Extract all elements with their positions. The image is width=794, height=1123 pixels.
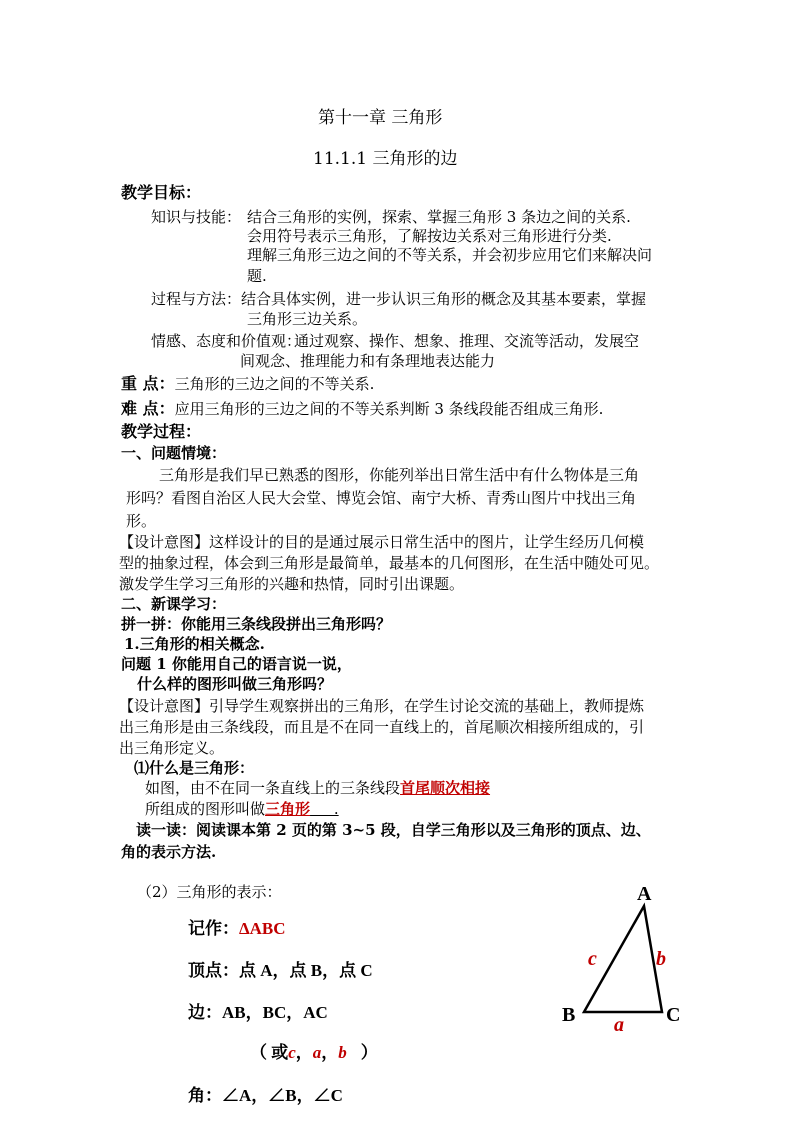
alt-sep-2: ， bbox=[321, 1043, 339, 1062]
concept-heading: 1.三角形的相关概念. bbox=[124, 635, 265, 653]
record-line bbox=[188, 918, 286, 940]
emotion-line-2: 间观念、推理能力和有条理地表达能力 bbox=[240, 352, 496, 370]
alt-side-names bbox=[250, 1042, 378, 1064]
key-point-label: 重 点： bbox=[121, 374, 175, 393]
read-line-2: 角的表示方法. bbox=[121, 843, 217, 861]
part1-line-2: 形吗？看图自治区人民大会堂、博览会馆、南宁大桥、青秀山图片中找出三角 bbox=[126, 489, 637, 507]
angle-line: 角：∠A，∠B，∠C bbox=[188, 1086, 343, 1105]
what-is-triangle: ⑴什么是三角形： bbox=[134, 759, 255, 777]
emotion-line-1: 通过观察、操作、想象、推理、交流等活动，发展空 bbox=[294, 332, 640, 350]
key-point bbox=[121, 374, 374, 394]
design2-line-2: 出三角形是由三条线段，而且是不在同一直线上的，首尾顺次相接所组成的，引 bbox=[119, 718, 645, 736]
part2-heading: 二、新课学习： bbox=[121, 595, 227, 613]
section-title: 11.1.1 三角形的边 bbox=[313, 149, 458, 169]
definition-key-term: 三角形 bbox=[265, 800, 311, 818]
alt-side-c: c bbox=[288, 1043, 296, 1062]
alt-side-b: b bbox=[338, 1043, 347, 1062]
part1-line-1: 三角形是我们早已熟悉的图形，你能列举出日常生活中有什么物体是三角 bbox=[159, 466, 640, 484]
knowledge-line-4: 题. bbox=[247, 267, 267, 285]
alt-side-a: a bbox=[312, 1043, 322, 1062]
alt-close: ） bbox=[360, 1043, 378, 1062]
side-a-label: a bbox=[614, 1014, 624, 1036]
record-label: 记作： bbox=[188, 919, 239, 938]
emotion-label: 情感、态度和价值观： bbox=[151, 332, 302, 350]
definition2-prefix: 所组成的图形叫做 bbox=[145, 800, 266, 818]
definition2-suffix: . bbox=[310, 800, 339, 818]
knowledge-line-3: 理解三角形三边之间的不等关系，并会初步应用它们来解决问 bbox=[247, 246, 653, 264]
read-line-1: 读一读：阅读课本第 2 页的第 3~5 段，自学三角形以及三角形的顶点、边、 bbox=[136, 821, 651, 839]
design1-line-1: 【设计意图】这样设计的目的是通过展示日常生活中的图片，让学生经历几何模 bbox=[119, 533, 645, 551]
process-heading: 教学过程： bbox=[121, 422, 202, 441]
definition-line-1 bbox=[145, 778, 490, 798]
alt-sep-1: ， bbox=[295, 1043, 313, 1062]
design1-line-2: 型的抽象过程，体会到三角形是最简单，最基本的几何图形，在生活中随处可见。 bbox=[119, 554, 660, 572]
goals-heading: 教学目标： bbox=[121, 183, 202, 202]
process-line-1: 结合具体实例，进一步认识三角形的概念及其基本要素，掌握 bbox=[241, 290, 647, 308]
question-1b: 什么样的图形叫做三角形吗？ bbox=[137, 675, 333, 693]
part1-line-3: 形。 bbox=[126, 512, 157, 530]
vertex-line: 顶点：点 A，点 B，点 C bbox=[188, 961, 373, 980]
definition-key-phrase: 首尾顺次相接 bbox=[400, 779, 491, 797]
knowledge-label: 知识与技能： bbox=[151, 208, 242, 226]
vertex-A-label: A bbox=[637, 883, 652, 905]
puzzle-line: 拼一拼：你能用三条线段拼出三角形吗？ bbox=[121, 615, 392, 633]
definition-prefix: 如图，由不在同一条直线上的三条线段 bbox=[145, 779, 401, 797]
design2-line-3: 出三角形定义。 bbox=[119, 739, 225, 757]
knowledge-line-2: 会用符号表示三角形，了解按边关系对三角形进行分类. bbox=[247, 227, 612, 245]
question-1: 问题 1 你能用自己的语言说一说， bbox=[121, 655, 352, 673]
key-point-text: 三角形的三边之间的不等关系. bbox=[174, 375, 375, 393]
design2-line-1: 【设计意图】引导学生观察拼出的三角形，在学生讨论交流的基础上，教师提炼 bbox=[119, 697, 645, 715]
record-value: ΔABC bbox=[239, 919, 286, 938]
knowledge-line-1: 结合三角形的实例，探索、掌握三角形 3 条边之间的关系. bbox=[247, 208, 631, 226]
part1-heading: 一、问题情境： bbox=[121, 444, 227, 462]
alt-open: （ 或 bbox=[250, 1043, 289, 1062]
definition-line-2 bbox=[145, 799, 339, 819]
triangle-figure bbox=[550, 876, 700, 1036]
vertex-B-label: B bbox=[562, 1004, 576, 1026]
side-b-label: b bbox=[656, 948, 666, 970]
design1-line-3: 激发学生学习三角形的兴趣和热情，同时引出课题。 bbox=[119, 575, 465, 593]
chapter-title: 第十一章 三角形 bbox=[318, 108, 443, 128]
process-line-2: 三角形三边关系。 bbox=[247, 310, 368, 328]
difficulty-label: 难 点： bbox=[121, 399, 175, 418]
vertex-C-label: C bbox=[666, 1004, 681, 1026]
difficulty-text: 应用三角形的三边之间的不等关系判断 3 条线段能否组成三角形. bbox=[174, 400, 604, 418]
side-c-label: c bbox=[588, 948, 597, 970]
notation-heading: （2）三角形的表示： bbox=[137, 883, 282, 901]
process-label: 过程与方法： bbox=[151, 290, 242, 308]
edge-line: 边：AB，BC，AC bbox=[188, 1003, 328, 1022]
difficulty bbox=[121, 399, 603, 419]
